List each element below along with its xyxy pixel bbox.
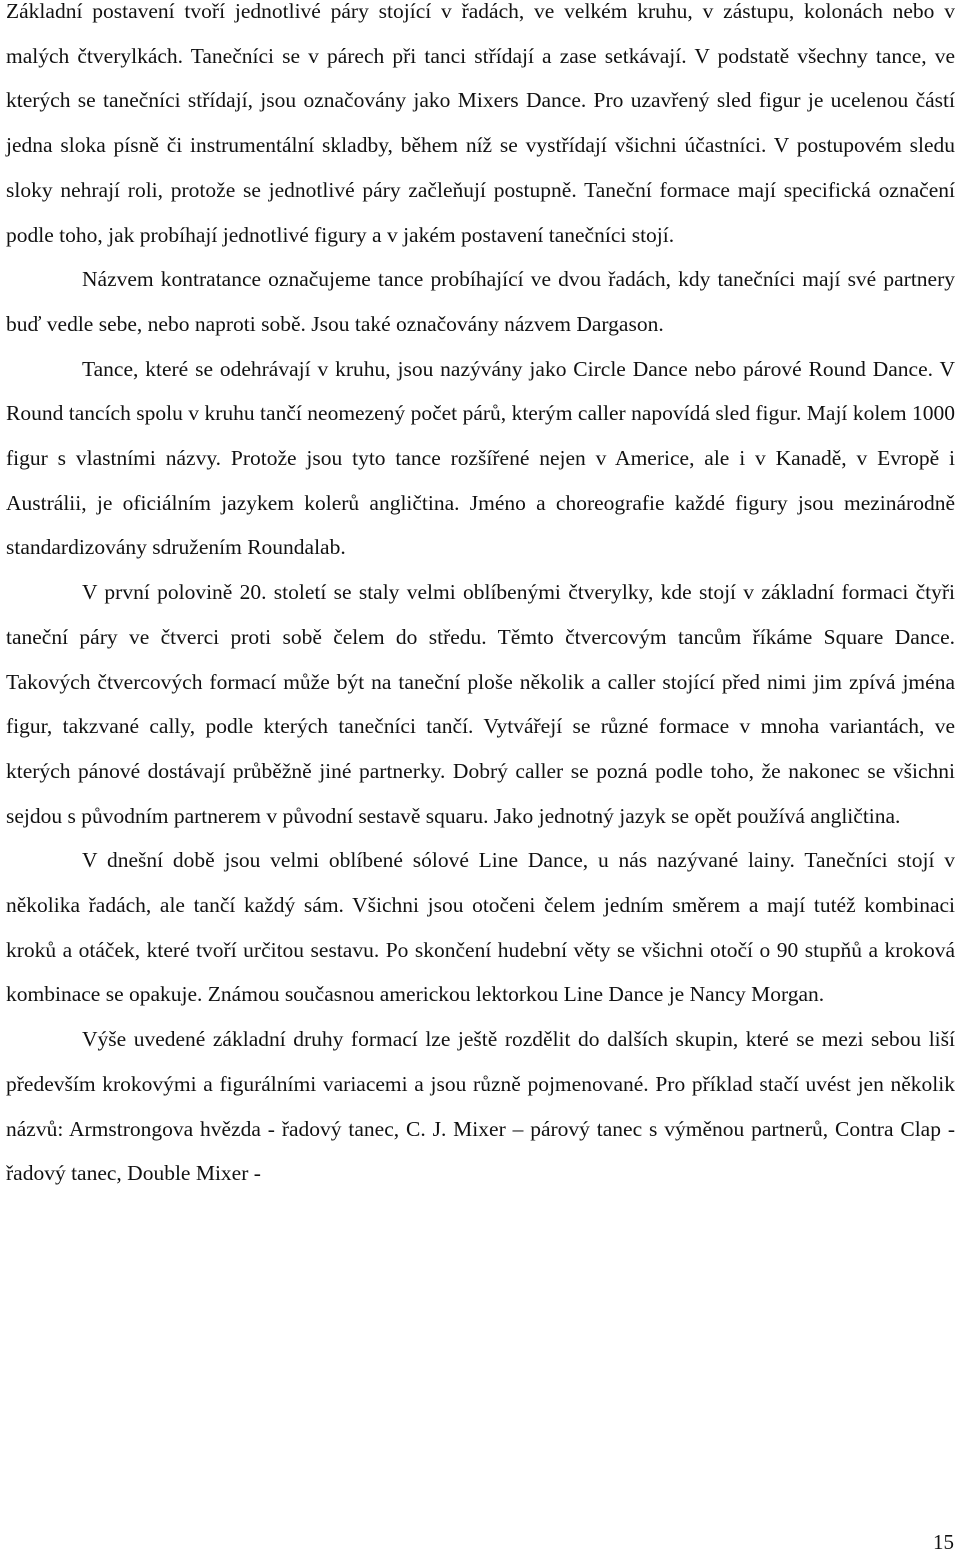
paragraph-dance-formations: Základní postavení tvoří jednotlivé páry stojící v řadách, ve velkém kruhu, v zástupu, kolonách nebo v malých čtverylkách. Tanečníci se v párech při tanci střídají a zase setkávají. V podstatě všechny tance, ve kterých se tanečníci střídají, jsou označovány jako Mixers Dance. Pro uzavřený sled figur je ucelenou částí jedna sloka písně či instrumentální skladby, během níž se vystřídají všichni účastníci. V postupovém sledu sloky nehrají roli, protože se jednotlivé páry začleňují postupně. Taneční formace mají specifická označení podle toho, jak probíhají jednotlivé figury a v jakém postavení tanečníci stojí. [6, 0, 955, 247]
page-body-text [6, 0, 955, 1196]
paragraph-line-dance: V dnešní době jsou velmi oblíbené sólové Line Dance, u nás nazývané lainy. Tanečníci stojí v několika řadách, ale tančí každý sám. Všichni jsou otočeni čelem jedním směrem a mají tutéž kombinaci kroků a otáček, které tvoří určitou sestavu. Po skončení hudební věty se všichni otočí o 90 stupňů a kroková kombinace se opakuje. Známou současnou americkou lektorkou Line Dance je Nancy Morgan. [6, 848, 955, 1007]
page-number: 15 [933, 1530, 954, 1554]
paragraph-square-dance: V první polovině 20. století se staly velmi oblíbenými čtverylky, kde stojí v základní formaci čtyři taneční páry ve čtverci proti sobě čelem do středu. Těmto čtvercovým tancům říkáme Square Dance. Takových čtvercových formací může být na taneční ploše několik a caller stojící před nimi jim zpívá jména figur, takzvané cally, podle kterých tanečníci tančí. Vytvářejí se různé formace v mnoha variantách, ve kterých pánové dostávají průběžně jiné partnerky. Dobrý caller se pozná podle toho, že nakonec se všichni sejdou s původním partnerem v původní sestavě squaru. Jako jednotný jazyk se opět používá angličtina. [6, 580, 955, 828]
paragraph-contra-dance: Názvem kontratance označujeme tance probíhající ve dvou řadách, kdy tanečníci mají své partnery buď vedle sebe, nebo naproti sobě. Jsou také označovány názvem Dargason. [6, 267, 955, 336]
paragraph-round-dance: Tance, které se odehrávají v kruhu, jsou nazývány jako Circle Dance nebo párové Round Dance. V Round tancích spolu v kruhu tančí neomezený počet párů, kterým caller napovídá sled figur. Mají kolem 1000 figur s vlastními názvy. Protože jsou tyto tance rozšířené nejen v Americe, ale i v Kanadě, v Evropě i Austrálii, je oficiálním jazykem kolerů angličtina. Jméno a choreografie každé figury jsou mezinárodně standardizovány sdružením Roundalab. [6, 356, 955, 560]
paragraph-dance-variants: Výše uvedené základní druhy formací lze ještě rozdělit do dalších skupin, které se mezi sebou liší především krokovými a figurálními variacemi a jsou různě pojmenované. Pro příklad stačí uvést jen několik názvů: Armstrongova hvězda - řadový tanec, C. J. Mixer – párový tanec s výměnou partnerů, Contra Clap - řadový tanec, Double Mixer - [6, 1027, 955, 1186]
